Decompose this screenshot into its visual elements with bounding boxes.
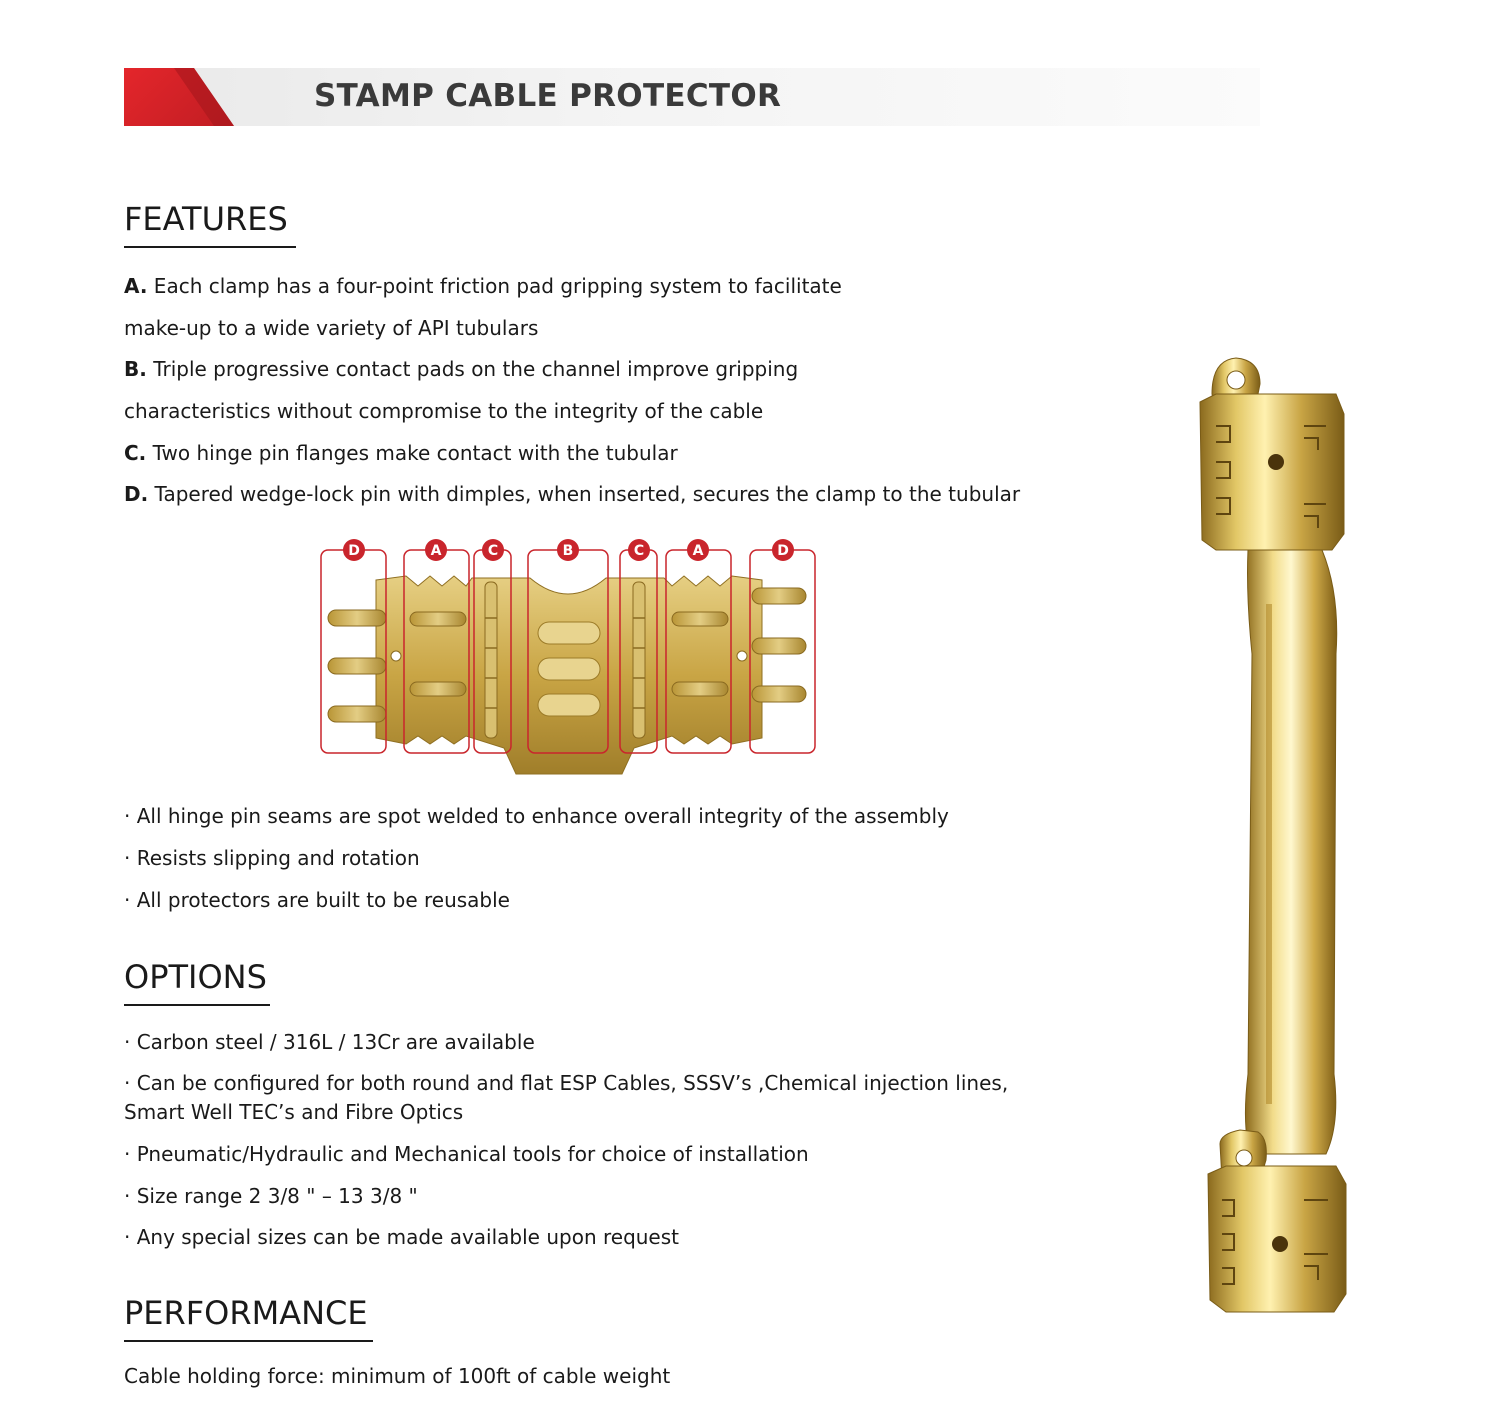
feature-d: D. Tapered wedge-lock pin with dimples, when inserted, secures the clamp to the tubular	[124, 482, 1021, 506]
feature-b-line1: B. Triple progressive contact pads on the channel improve gripping	[124, 357, 799, 381]
feature-bullet-2: · Resists slipping and rotation	[124, 846, 420, 870]
performance-heading: PERFORMANCE	[124, 1294, 373, 1342]
title-banner	[124, 68, 1260, 126]
clamp-diagram	[318, 538, 820, 782]
feature-c: C. Two hinge pin flanges make contact with the tubular	[124, 441, 678, 465]
features-heading: FEATURES	[124, 200, 296, 248]
page-title: STAMP CABLE PROTECTOR	[314, 78, 782, 114]
option-bullet-5: · Any special sizes can be made available upon request	[124, 1225, 679, 1249]
option-bullet-4: · Size range 2 3/8 " – 13 3/8 "	[124, 1184, 418, 1208]
feature-a-line2: make-up to a wide variety of API tubulars	[124, 316, 539, 340]
diagram-label-c-right: C	[633, 543, 645, 559]
feature-b-line2: characteristics without compromise to the integrity of the cable	[124, 399, 764, 423]
feature-bullet-1: · All hinge pin seams are spot welded to enhance overall integrity of the assembly	[124, 804, 949, 828]
diagram-label-c-left: C	[487, 543, 499, 559]
diagram-label-b: B	[562, 543, 574, 559]
performance-text: Cable holding force: minimum of 100ft of cable weight	[124, 1364, 671, 1388]
diagram-label-a-right: A	[692, 543, 704, 559]
option-bullet-3: · Pneumatic/Hydraulic and Mechanical tools for choice of installation	[124, 1142, 809, 1166]
diagram-label-a-left: A	[430, 543, 442, 559]
diagram-label-d-right: D	[777, 543, 789, 559]
product-image	[1186, 354, 1356, 1324]
diagram-label-d-left: D	[348, 543, 360, 559]
feature-a-line1: A. Each clamp has a four-point friction pad gripping system to facilitate	[124, 274, 842, 298]
options-heading: OPTIONS	[124, 958, 270, 1006]
option-bullet-2-cont: Smart Well TEC’s and Fibre Optics	[124, 1100, 464, 1124]
option-bullet-1: · Carbon steel / 316L / 13Cr are available	[124, 1030, 535, 1054]
feature-bullet-3: · All protectors are built to be reusable	[124, 888, 510, 912]
option-bullet-2: · Can be configured for both round and flat ESP Cables, SSSV’s ,Chemical injection lines,	[124, 1071, 1009, 1095]
